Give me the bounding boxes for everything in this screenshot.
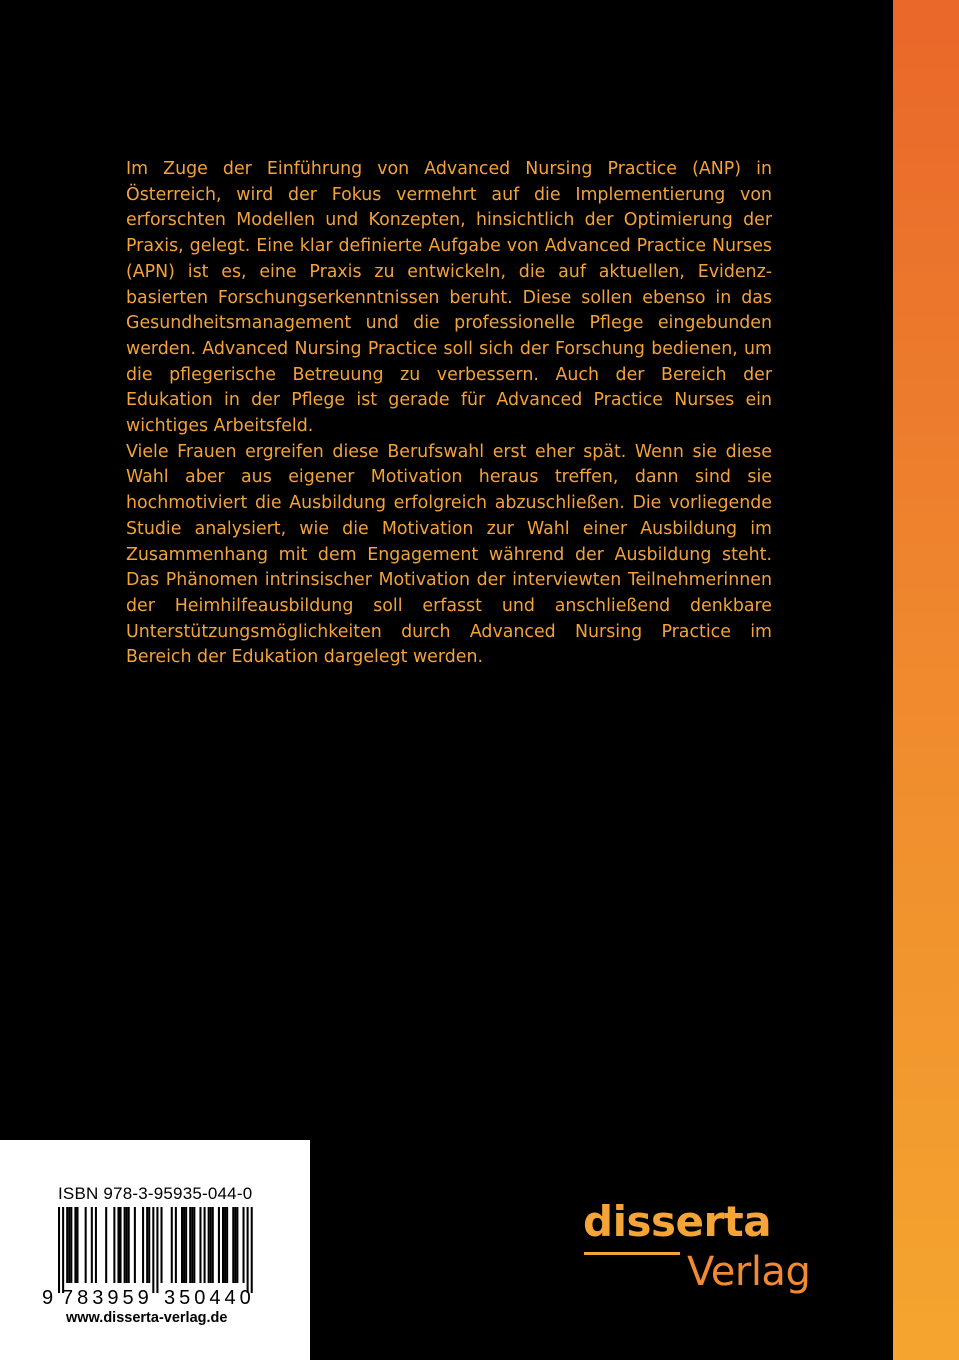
barcode-bar <box>113 1207 115 1283</box>
barcode-bar <box>76 1207 78 1283</box>
barcode-bar <box>232 1207 234 1283</box>
barcode-bar <box>95 1207 97 1283</box>
barcode-bar <box>226 1207 228 1283</box>
barcode-bar <box>212 1207 214 1283</box>
barcode-bar <box>126 1207 128 1283</box>
isbn-barcode-panel <box>0 1140 310 1360</box>
ean-barcode <box>40 1207 272 1307</box>
barcode-bar <box>156 1207 158 1293</box>
barcode-bar <box>105 1207 107 1283</box>
blurb-paragraph-2: Viele Frauen ergreifen diese Berufswahl erst eher spät. Wenn sie diese Wahl aber aus eigener Motivation heraus treffen, dann sind sie hochmotiviert die Ausbildung erfolgreich abzuschließen. Die vorliegende Studie analysiert, wie die Motivation zur Wahl einer Ausbildung im Zusammenhang mit dem Engagement während der Ausbildung steht. Das Phänomen intrinsischer Motivation der interviewten Teilnehmerinnen der Heimhilfeausbildung soll erfasst und anschließend denkbare Unterstützungsmöglichkeiten durch Advanced Nursing Practice im Bereich der Edukation dargelegt werden. <box>126 441 772 668</box>
barcode-bar <box>146 1207 148 1283</box>
barcode-digit-first: 9 <box>42 1287 54 1307</box>
barcode-bar <box>236 1207 238 1283</box>
barcode-bar <box>128 1207 130 1283</box>
barcode-bar <box>70 1207 72 1283</box>
barcode-bar <box>124 1207 126 1283</box>
barcode-bar <box>68 1207 70 1283</box>
barcode-bar <box>222 1207 224 1283</box>
barcode-bar <box>62 1207 64 1293</box>
barcode-bar <box>193 1207 195 1283</box>
barcode-bar <box>181 1207 183 1283</box>
isbn-label: ISBN 978-3-95935-044-0 <box>58 1184 253 1203</box>
barcode-bar <box>171 1207 173 1283</box>
barcode-bar <box>142 1207 144 1283</box>
barcode-bar <box>247 1207 249 1293</box>
barcode-bar <box>74 1207 76 1283</box>
publisher-url: www.disserta-verlag.de <box>66 1310 228 1326</box>
barcode-bar <box>243 1207 245 1283</box>
barcode-digits-left: 783959 <box>62 1287 153 1307</box>
publisher-logo <box>583 1198 843 1318</box>
barcode-bar <box>148 1207 150 1283</box>
barcode-bar <box>152 1207 154 1293</box>
barcode-bar <box>134 1207 136 1283</box>
barcode-bar <box>208 1207 210 1283</box>
barcode-bar <box>234 1207 236 1283</box>
barcode-bar <box>161 1207 163 1283</box>
barcode-bar <box>175 1207 177 1283</box>
barcode-bar <box>210 1207 212 1283</box>
barcode-bar <box>224 1207 226 1283</box>
blurb-paragraph-1: Im Zuge der Einführung von Advanced Nursing Practice (ANP) in Österreich, wird der Fokus vermehrt auf die Implementierung von erforschten Modellen und Konzepten, hinsichtlich der Optimierung der Praxis, gelegt. Eine klar definierte Aufgabe von Advanced Practice Nurses (APN) ist es, eine Praxis zu entwickeln, die auf aktuellen, Evidenz-basierten Forschungserkenntnissen beruht. Diese sollen ebenso in das Gesundheitsmanagement und die professionelle Pflege eingebunden werden. Advanced Nursing Practice soll sich der Forschung bedienen, um die pflegerische Betreuung zu verbessern. Auch der Bereich der Edukation in der Pflege ist gerade für Advanced Practice Nurses ein wichtiges Arbeitsfeld. <box>126 159 772 437</box>
logo-word-verlag: Verlag <box>687 1249 811 1295</box>
barcode-bar <box>191 1207 193 1283</box>
barcode-bar <box>218 1207 220 1283</box>
barcode-digits-right: 350440 <box>164 1287 255 1307</box>
logo-word-disserta: disserta <box>583 1197 772 1246</box>
barcode-bar <box>91 1207 93 1283</box>
barcode-bar <box>185 1207 187 1283</box>
barcode-bar <box>66 1207 68 1283</box>
barcode-bar <box>85 1207 87 1283</box>
barcode-bar <box>199 1207 201 1283</box>
barcode-bar <box>58 1207 60 1293</box>
barcode-bar <box>251 1207 253 1293</box>
barcode-bar <box>204 1207 206 1283</box>
logo-underline <box>584 1252 680 1255</box>
orange-side-stripe <box>893 0 959 1360</box>
barcode-bar <box>183 1207 185 1283</box>
back-cover-blurb <box>126 157 772 671</box>
barcode-bar <box>189 1207 191 1283</box>
barcode-bar <box>120 1207 122 1283</box>
barcode-bar <box>117 1207 119 1283</box>
